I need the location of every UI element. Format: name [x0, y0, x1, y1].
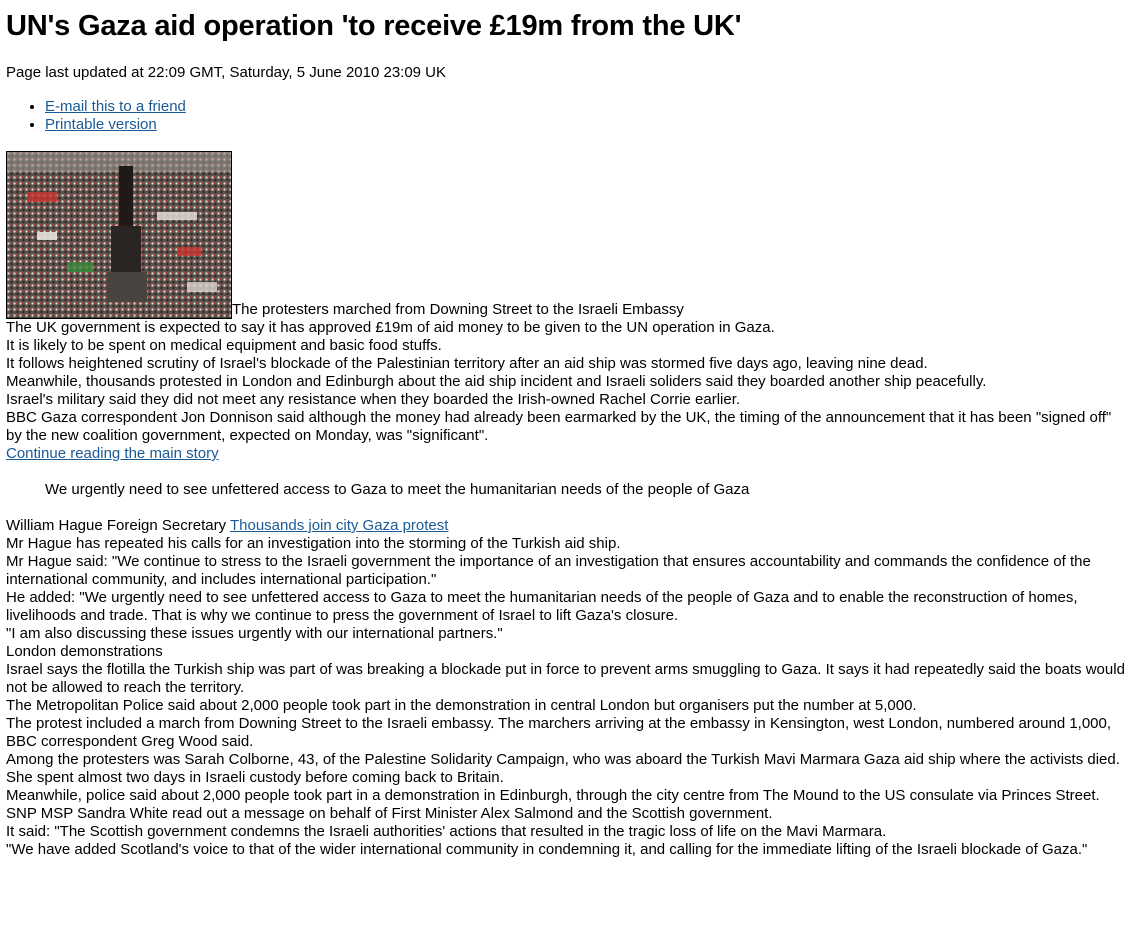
body-paragraph: BBC Gaza correspondent Jon Donnison said although the money had already been earmarked by the UK, the timing of the announcement that it has been "signed off" by the new coalition government, expected on Monday, was "significant".	[6, 409, 1112, 444]
body-paragraph: It said: "The Scottish government condemns the Israeli authorities' actions that resulted in the tragic loss of life on the Mavi Marmara.	[6, 823, 887, 840]
last-updated: Page last updated at 22:09 GMT, Saturday, 5 June 2010 23:09 UK	[6, 64, 447, 81]
protest-photo-illustration	[7, 152, 231, 318]
body-paragraph: The UK government is expected to say it has approved £19m of aid money to be given to the UN operation in Gaza.	[6, 319, 775, 336]
protest-photo	[6, 151, 232, 319]
body-paragraph: Meanwhile, police said about 2,000 people took part in a demonstration in Edinburgh, through the city centre from The Mound to the US consulate via Princes Street.	[6, 787, 1100, 804]
body-paragraph: The Metropolitan Police said about 2,000 people took part in the demonstration in central London but organisers put the number at 5,000.	[6, 697, 917, 714]
body-paragraph: Among the protesters was Sarah Colborne, 43, of the Palestine Solidarity Campaign, who was aboard the Turkish Mavi Marmara Gaza aid ship where the activists died.	[6, 751, 1120, 768]
continue-reading	[6, 445, 1129, 463]
body-paragraph: It is likely to be spent on medical equipment and basic food stuffs.	[6, 337, 442, 354]
body-paragraph: Meanwhile, thousands protested in London and Edinburgh about the aid ship incident and Israeli soliders said they boarded another ship peacefully.	[6, 373, 987, 390]
pull-quote: We urgently need to see unfettered access to Gaza to meet the humanitarian needs of the people of Gaza	[45, 481, 750, 498]
article-title: UN's Gaza aid operation 'to receive £19m from the UK'	[6, 10, 742, 42]
article-body-intro	[6, 319, 1129, 463]
body-paragraph: Mr Hague said: "We continue to stress to the Israeli government the importance of an investigation that ensures accountability and commands the confidence of the international community, and includes international participation."	[6, 553, 1091, 588]
body-paragraph: It follows heightened scrutiny of Israel's blockade of the Palestinian territory after an aid ship was stormed five days ago, leaving nine dead.	[6, 355, 928, 372]
body-paragraph: "We have added Scotland's voice to that of the wider international community in condemning it, and calling for the immediate lifting of the Israeli blockade of Gaza."	[6, 841, 1088, 858]
photo-figure	[6, 151, 1129, 319]
body-paragraph: Mr Hague has repeated his calls for an investigation into the storming of the Turkish aid ship.	[6, 535, 621, 552]
body-paragraph: Israel says the flotilla the Turkish ship was part of was breaking a blockade put in force to prevent arms smuggling to Gaza. It says it had repeatedly said the boats would not be allowed to reach the territory.	[6, 661, 1125, 696]
body-paragraph: SNP MSP Sandra White read out a message on behalf of First Minister Alex Salmond and the Scottish government.	[6, 805, 773, 822]
quote-attribution: William Hague Foreign Secretary	[6, 517, 227, 534]
photo-caption: The protesters marched from Downing Street to the Israeli Embassy	[232, 301, 684, 318]
body-paragraph: She spent almost two days in Israeli custody before coming back to Britain.	[6, 769, 504, 786]
email-friend-link[interactable]: E-mail this to a friend	[45, 98, 186, 115]
tools-item-email	[45, 98, 1129, 116]
body-paragraph: "I am also discussing these issues urgently with our international partners."	[6, 625, 503, 642]
body-paragraph: He added: "We urgently need to see unfettered access to Gaza to meet the humanitarian needs of the people of Gaza and to enable the reconstruction of homes, livelihoods and trade. That is why we continue to press the government of Israel to lift Gaza's closure.	[6, 589, 1078, 624]
continue-reading-link[interactable]: Continue reading the main story	[6, 445, 219, 462]
printable-version-link[interactable]: Printable version	[45, 116, 157, 133]
tools-list	[6, 98, 1129, 134]
article-body-main	[6, 517, 1129, 859]
subheading: London demonstrations	[6, 643, 163, 660]
body-paragraph: The protest included a march from Downing Street to the Israeli embassy. The marchers arriving at the embassy in Kensington, west London, numbered around 1,000, BBC correspondent Greg Wood said.	[6, 715, 1112, 750]
article-page	[0, 9, 1135, 859]
related-story-link[interactable]: Thousands join city Gaza protest	[229, 517, 449, 534]
attribution-line	[6, 517, 1129, 535]
tools-item-print	[45, 116, 1129, 134]
body-paragraph: Israel's military said they did not meet any resistance when they boarded the Irish-owned Rachel Corrie earlier.	[6, 391, 741, 408]
